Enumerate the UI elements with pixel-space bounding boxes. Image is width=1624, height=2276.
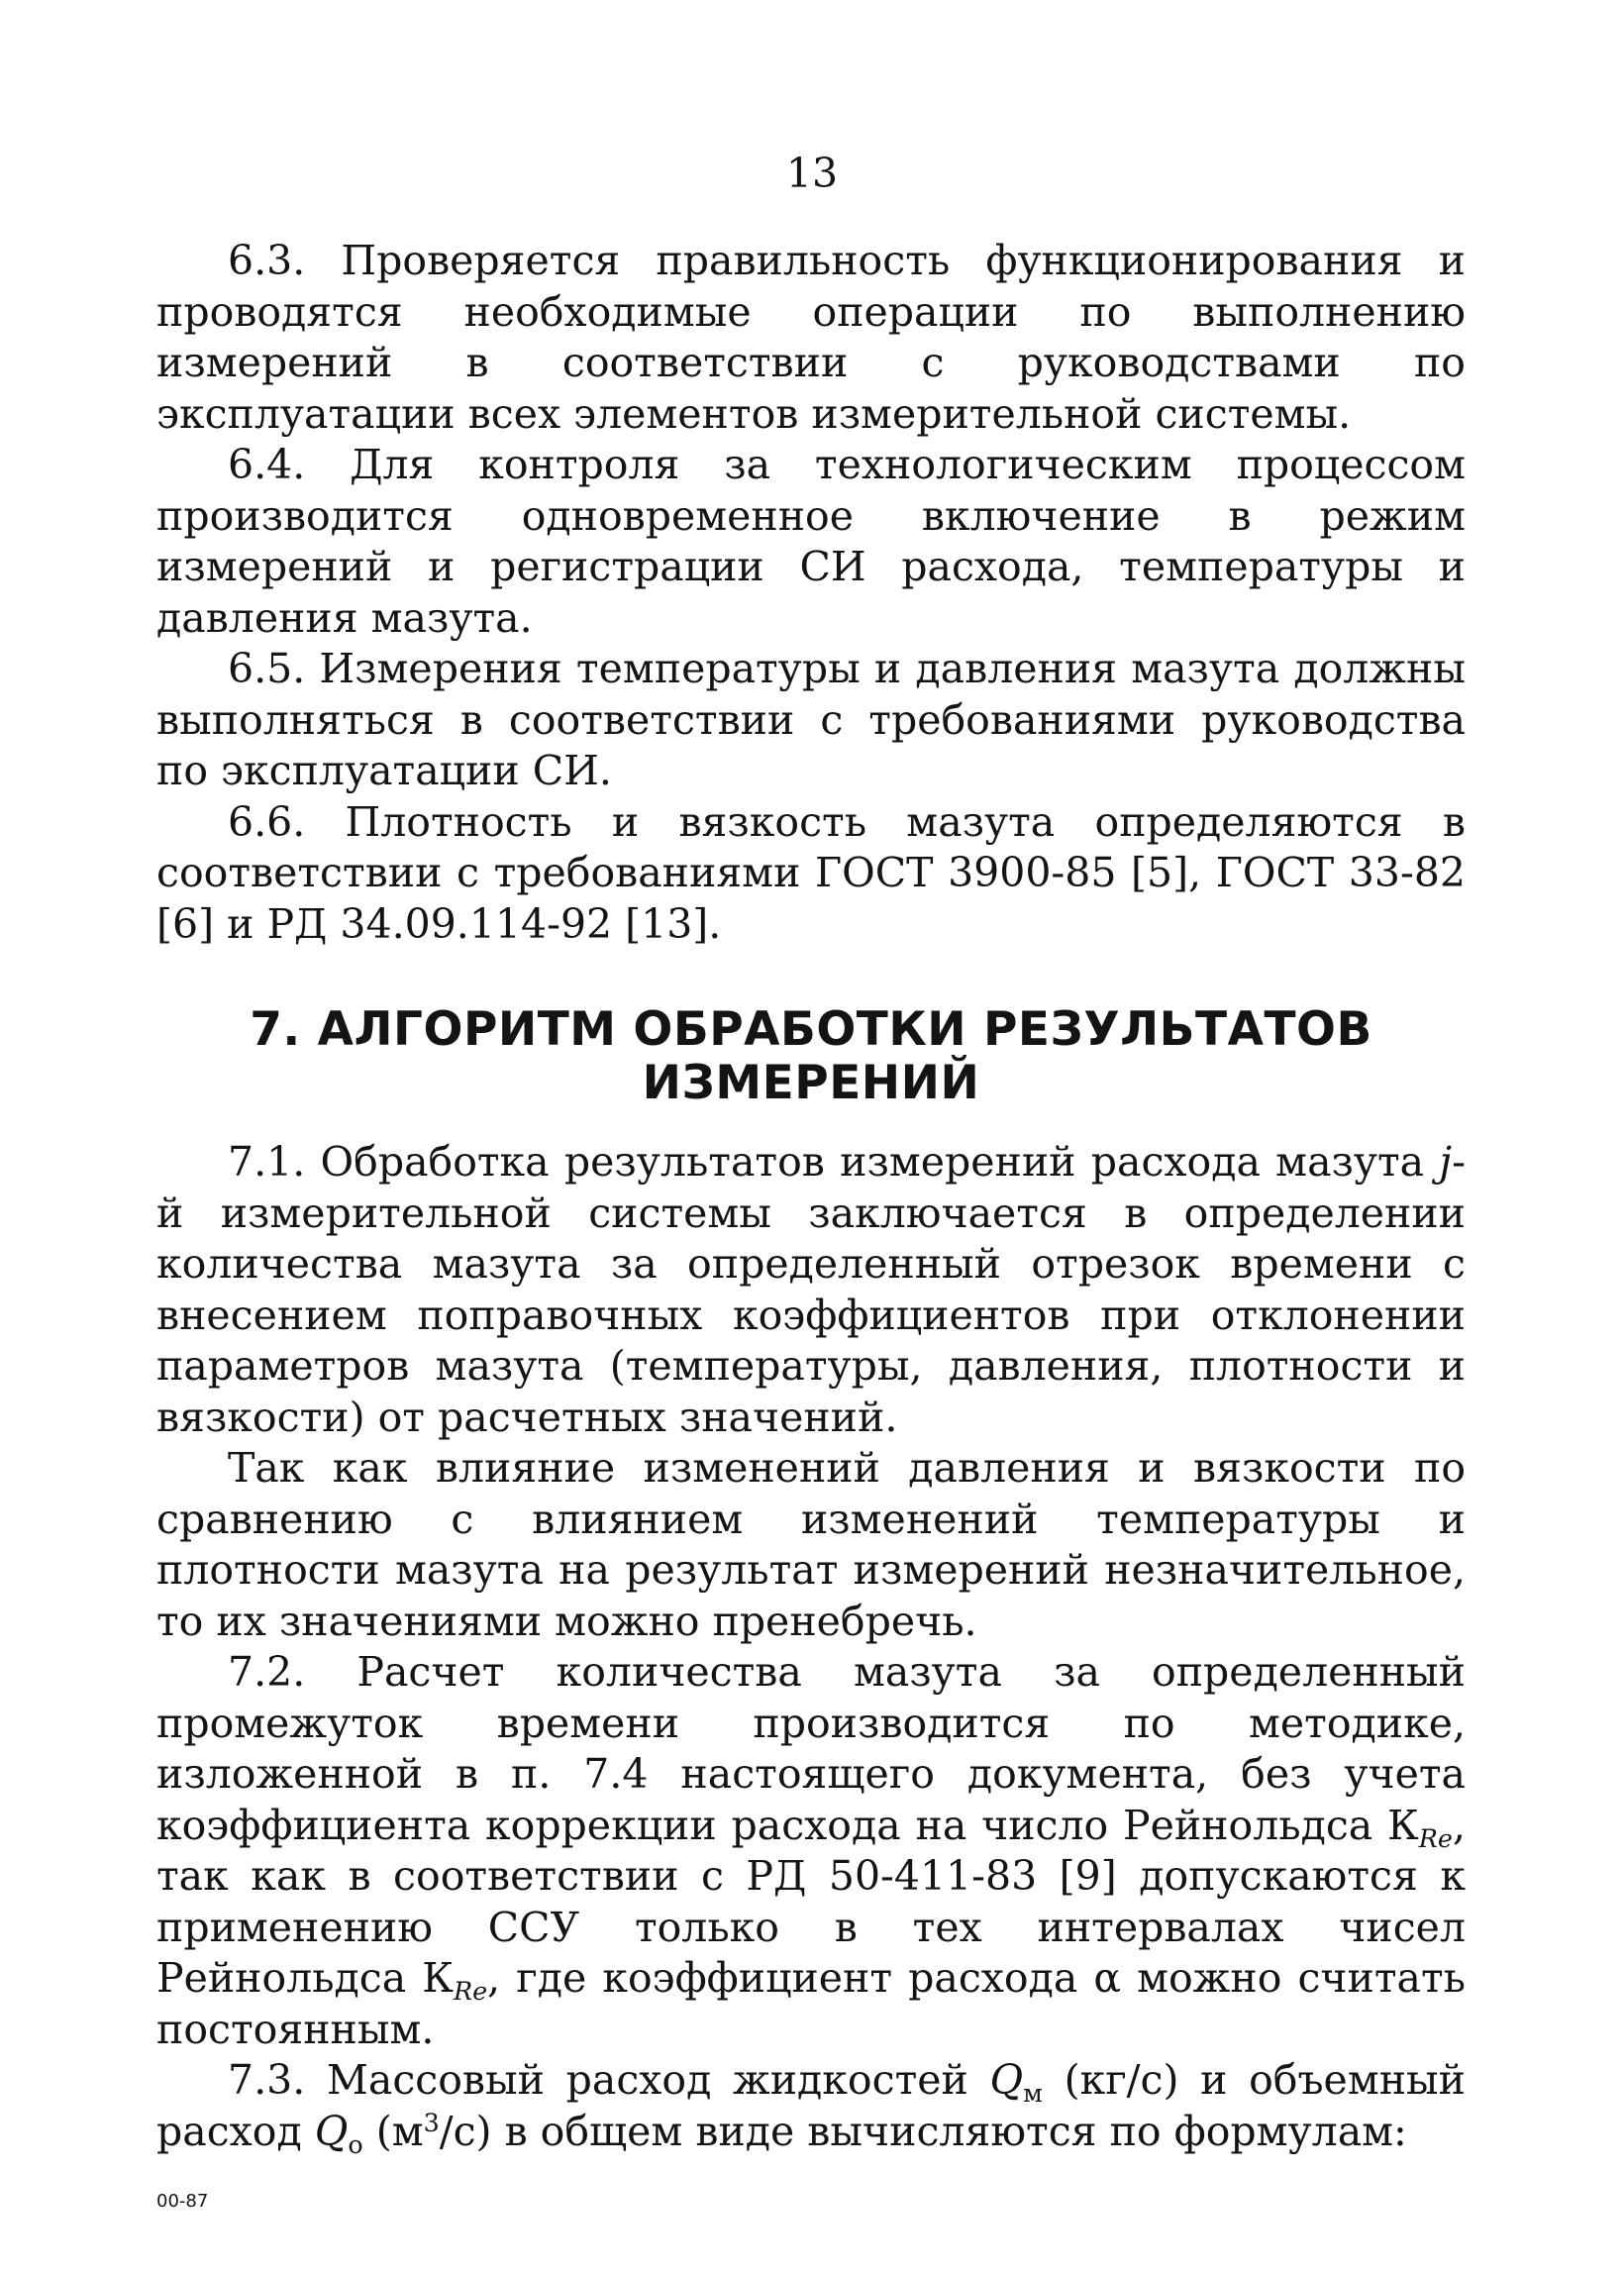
paragraph-7-2-text-b: , так как в соответствии с РД 50-411-83 [9] допускаются к применению ССУ только в тех интервалах чисел Рейнольдса К	[156, 1801, 1466, 2002]
paragraph-7-3-text-d: /с) в общем виде вычисляются по формулам:	[439, 2107, 1407, 2155]
symbol-q-mass: Q	[989, 2056, 1024, 2104]
paragraph-7-1	[156, 1137, 1466, 1443]
paragraph-7-3-text-b: (кг/с) и объемный расход	[156, 2056, 1466, 2155]
footer-code: 00-87	[156, 2191, 209, 2212]
paragraph-6-4: 6.4. Для контроля за технологическим процессом производится одновременное включение в режим измерений и регистрации СИ расхода, температуры и давления мазута.	[156, 441, 1466, 642]
page-number: 13	[785, 150, 839, 197]
paragraph-7-1-text-b: -й измерительной системы заключается в определении количества мазута за определенный отрезок времени с внесением поправочных коэффициентов при отклонении параметров мазута (температуры, давления, плотности и вязкости) от расчетных значений.	[156, 1138, 1466, 1441]
subscript-re-2: Re	[454, 1976, 488, 2007]
paragraph-7-1-continued: Так как влияние изменений давления и вязкости по сравнению с влиянием изменений температуры и плотности мазута на результат измерений незначительное, то их значениями можно пренебречь.	[156, 1444, 1466, 1645]
subscript-re-1: Re	[1418, 1822, 1453, 1853]
subscript-o: о	[348, 2128, 363, 2159]
section-7-paragraphs	[156, 1137, 1466, 2157]
paragraph-7-3-text-c: (м	[362, 2107, 424, 2155]
paragraph-7-1-text-a: 7.1. Обработка результатов измерений расхода мазута	[228, 1138, 1440, 1186]
index-j: j	[1439, 1138, 1453, 1186]
paragraph-7-2	[156, 1647, 1466, 2055]
heading-line-2: ИЗМЕРЕНИЙ	[642, 1056, 980, 1110]
heading-line-1: 7. АЛГОРИТМ ОБРАБОТКИ РЕЗУЛЬТАТОВ	[250, 1002, 1372, 1057]
section-7-heading	[156, 1003, 1466, 1110]
paragraph-7-2-text-a: 7.2. Расчет количества мазута за определенный промежуток времени производится по методике, изложенной в п. 7.4 настоящего документа, без учета коэффициента коррекции расхода на число Рейнольдса К	[156, 1648, 1466, 1849]
paragraph-6-5: 6.5. Измерения температуры и давления мазута должны выполняться в соответствии с требованиями руководства по эксплуатации СИ.	[156, 645, 1466, 794]
paragraph-6-3: 6.3. Проверяется правильность функционирования и проводятся необходимые операции по выполнению измерений в соответствии с руководствами по эксплуатации всех элементов измерительной системы.	[156, 237, 1466, 438]
section-6-paragraphs	[156, 236, 1466, 950]
superscript-3: 3	[423, 2107, 440, 2137]
subscript-m: м	[1023, 2078, 1043, 2109]
paragraph-7-3-text-a: 7.3. Массовый расход жидкостей	[228, 2056, 990, 2104]
paragraph-7-2-text-c: , где коэффициент расхода α можно считать постоянным.	[156, 1954, 1466, 2053]
symbol-q-volume: Q	[314, 2107, 349, 2155]
paragraph-6-6: 6.6. Плотность и вязкость мазута определяются в соответствии с требованиями ГОСТ 3900-85 [5], ГОСТ 33-82 [6] и РД 34.09.114-92 [13].	[156, 797, 1466, 948]
paragraph-7-3	[156, 2055, 1466, 2157]
